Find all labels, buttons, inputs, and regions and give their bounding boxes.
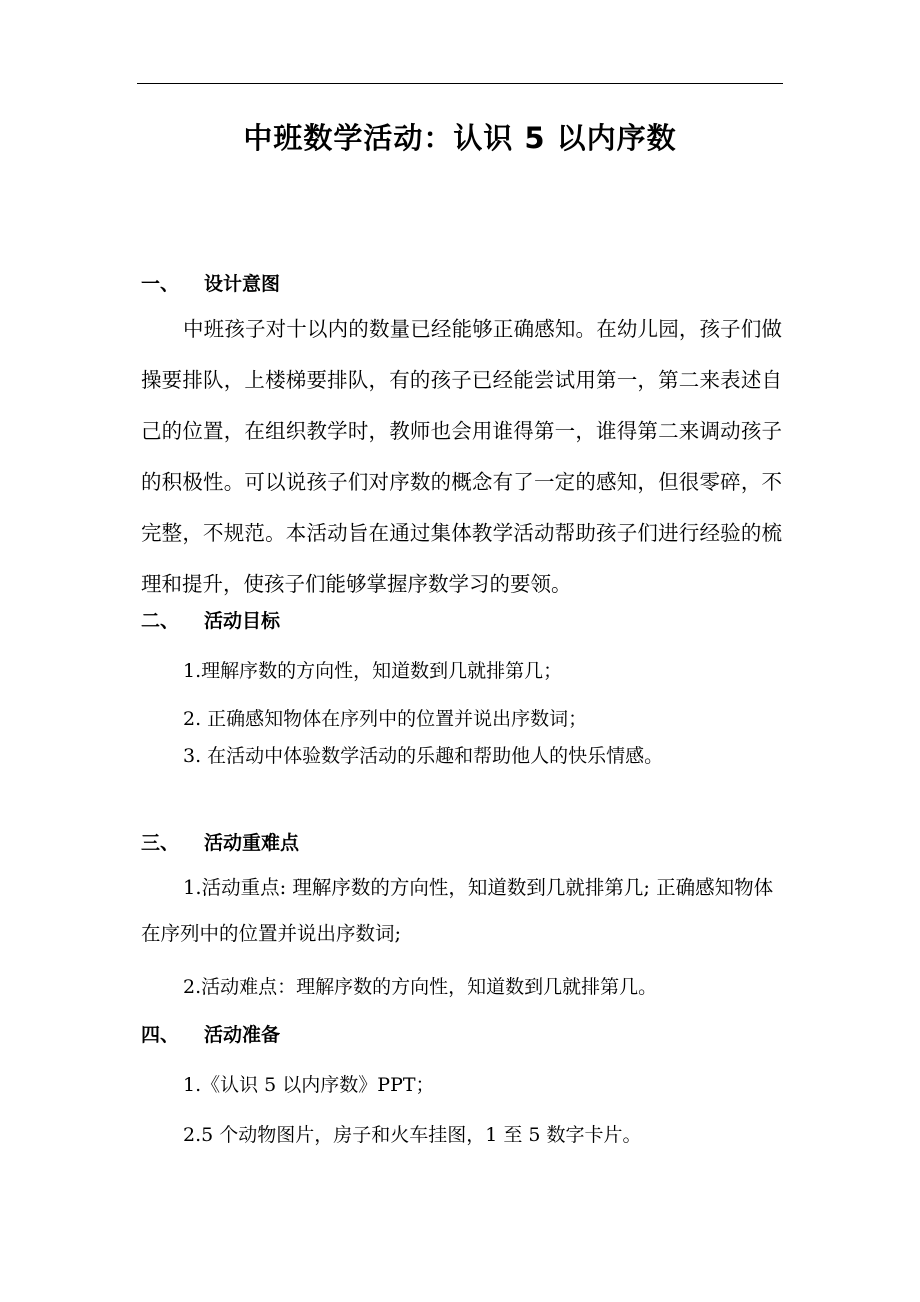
goal-item: 2. 正确感知物体在序列中的位置并说出序数词； bbox=[183, 708, 588, 730]
section-number: 四、 bbox=[141, 1024, 180, 1046]
goal-item: 3. 在活动中体验数学活动的乐趣和帮助他人的快乐情感。 bbox=[183, 745, 664, 767]
document-title: 中班数学活动：认识 5 以内序数 bbox=[243, 121, 677, 155]
section-title: 活动准备 bbox=[204, 1024, 281, 1046]
preparation-item: 2.5 个动物图片，房子和火车挂图，1 至 5 数字卡片。 bbox=[183, 1124, 642, 1146]
goal-item: 1.理解序数的方向性，知道数到几就排第几； bbox=[183, 660, 563, 682]
section-title: 活动重难点 bbox=[204, 832, 300, 854]
key-point-item: 1.活动重点: 理解序数的方向性，知道数到几就排第几; 正确感知物体在序列中的位置并说出序数词; bbox=[141, 876, 774, 945]
preparation-item: 1.《认识 5 以内序数》PPT； bbox=[183, 1074, 435, 1096]
section-heading-1 bbox=[141, 269, 280, 296]
section-heading-4 bbox=[141, 1020, 280, 1047]
section-number: 一、 bbox=[141, 273, 180, 295]
section-heading-3 bbox=[141, 828, 299, 855]
section-heading-2 bbox=[141, 606, 280, 633]
section-title: 设计意图 bbox=[204, 273, 281, 295]
section-number: 三、 bbox=[141, 832, 180, 854]
design-intent-paragraph: 中班孩子对十以内的数量已经能够正确感知。在幼儿园，孩子们做操要排队，上楼梯要排队，有的孩子已经能尝试用第一，第二来表述自己的位置，在组织教学时，教师也会用谁得第一，谁得第二来调动孩子的积极性。可以说孩子们对序数的概念有了一定的感知，但很零碎，不完整，不规范。本活动旨在通过集体教学活动帮助孩子们进行经验的梳理和提升，使孩子们能够掌握序数学习的要领。 bbox=[141, 317, 782, 596]
section-title: 活动目标 bbox=[204, 610, 281, 632]
section-number: 二、 bbox=[141, 610, 180, 632]
key-point-item: 2.活动难点：理解序数的方向性，知道数到几就排第几。 bbox=[183, 976, 658, 998]
header-rule bbox=[137, 83, 783, 84]
